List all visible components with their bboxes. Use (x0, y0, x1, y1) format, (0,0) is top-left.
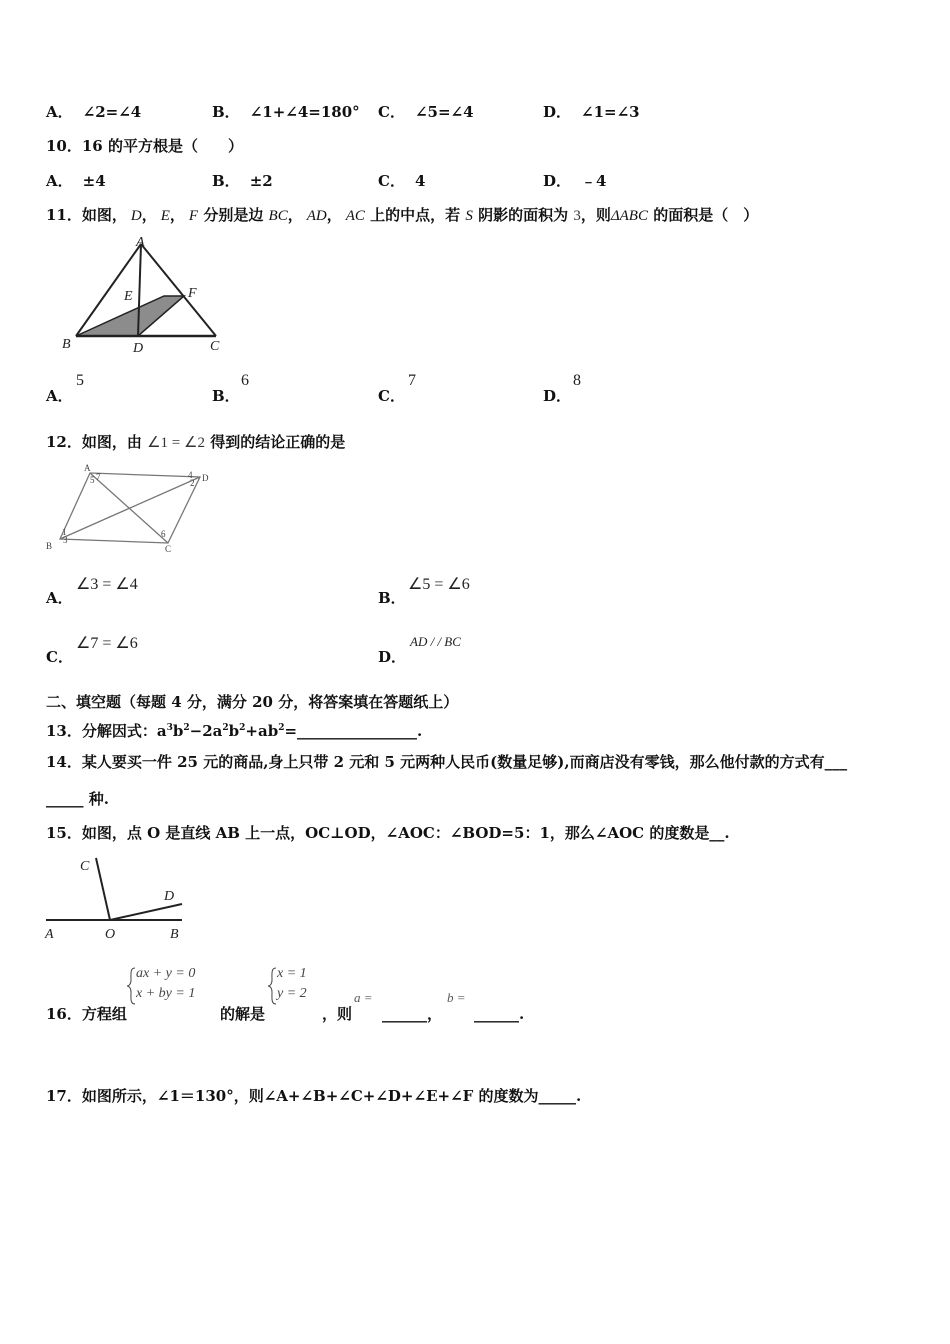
q12-option-b-letter: B． (378, 589, 406, 607)
q10-stem: 10．16 的平方根是（ ） (46, 137, 243, 155)
q14-stem-line2: _____ 种. (46, 790, 109, 808)
q12-label-2: 2 (190, 478, 195, 488)
q15-ray-od (110, 904, 182, 920)
q11-option-d-value: 8 (573, 372, 581, 389)
q12-diagonal-bd (60, 477, 200, 539)
q15-label-c: C (80, 859, 90, 874)
q12-option-c-letter: C． (46, 648, 73, 666)
q11-option-a-letter: A． (46, 387, 73, 405)
q17-stem: 17．如图所示，∠1＝130°，则∠A+∠B+∠C+∠D+∠E+∠F 的度数为_____. (46, 1087, 582, 1105)
q16-b-label: b = (447, 990, 466, 1005)
q12-label-7: 7 (96, 472, 101, 482)
q12-label-d: D (202, 473, 209, 483)
q12-label-1: 1 (62, 527, 67, 537)
q10-option-d: D． ﹣4 (543, 172, 607, 190)
q11-option-c-value: 7 (408, 372, 416, 389)
q11-label-e: E (124, 289, 133, 304)
q10-option-c: C． 4 (378, 172, 426, 190)
q9-option-d: D． ∠1=∠3 (543, 103, 640, 121)
q11-option-a-value: 5 (76, 372, 84, 389)
q12-stem: 12．如图，由 ∠1 = ∠2 得到的结论正确的是 (46, 433, 346, 451)
q9-option-c: C． ∠5=∠4 (378, 103, 474, 121)
q11-stem: 11．如图， D， E， F 分别是边 BC， AD， AC 上的中点，若 S 阴影的面积为 3，则ΔABC 的面积是（ ） (46, 206, 759, 224)
q15-label-b: B (170, 927, 179, 942)
q11-option-d-letter: D． (543, 387, 572, 405)
q11-label-b: B (62, 337, 71, 352)
q13-stem: 13．分解因式：$a^3b^2-2a^2b^2+ab^2=\_\_\_\_\_\_\_\_\_\_\_\_\_\_\_\_$. (46, 722, 423, 740)
q15-label-o: O (105, 927, 116, 942)
q12-option-a-value: ∠3 = ∠4 (76, 576, 138, 593)
q16-equation-1: ax + y = 0 (136, 966, 196, 981)
q12-label-3: 3 (63, 535, 68, 545)
q15-angle-figure (44, 852, 188, 942)
q16-equation-2: x + by = 1 (136, 986, 196, 1001)
q12-option-b-value: ∠5 = ∠6 (408, 576, 470, 593)
q12-option-d-letter: D． (378, 648, 407, 666)
q16-solution-2: y = 2 (277, 986, 307, 1001)
q11-option-c-letter: C． (378, 387, 405, 405)
q15-stem: 15．如图，点 O 是直线 AB 上一点，OC⊥OD，∠AOC：∠BOD=5：1，那么∠AOC 的度数是__. (46, 824, 730, 842)
q15-label-a: A (45, 927, 54, 942)
q12-label-5: 5 (90, 475, 95, 485)
q16-system-brace-icon (126, 966, 136, 1006)
q12-label-6: 6 (161, 529, 166, 539)
q11-option-b-value: 6 (241, 372, 249, 389)
q15-ray-oc (96, 858, 110, 920)
q11-label-c: C (210, 339, 220, 354)
q12-option-a-letter: A． (46, 589, 73, 607)
q16-solution-brace-icon (267, 966, 277, 1006)
q11-triangle-figure (56, 234, 236, 358)
q16-prefix: 16．方程组 (46, 1005, 127, 1023)
q16-solution-1: x = 1 (277, 966, 307, 981)
q10-option-a: A． ±4 (46, 172, 106, 190)
q11-label-f: F (188, 286, 197, 301)
q12-parallelogram-figure (44, 461, 214, 553)
q14-stem-line1: 14．某人要买一件 25 元的商品,身上只带 2 元和 5 元两种人民币(数量足够),而商店没有零钱，那么他付款的方式有___ (46, 753, 848, 771)
q11-label-d: D (133, 341, 144, 356)
q12-option-d-value: AD / / BC (410, 634, 461, 649)
q16-a-label: a = (354, 990, 373, 1005)
q11-option-b-letter: B． (212, 387, 240, 405)
q16-mid2: ，则 (322, 1005, 353, 1023)
q11-label-a: A (136, 235, 145, 250)
q9-option-a: A． ∠2=∠4 (46, 103, 142, 121)
q15-label-d: D (164, 889, 175, 904)
q9-option-b: B． ∠1+∠4=180° (212, 103, 360, 121)
q16-mid1: 的解是 (220, 1005, 266, 1023)
q12-label-4: 4 (188, 470, 193, 480)
q12-label-a: A (84, 463, 91, 473)
section-fill-in-title: 二、填空题（每题 4 分，满分 20 分，将答案填在答题纸上） (46, 693, 459, 711)
q12-label-c: C (165, 544, 172, 553)
q10-option-b: B． ±2 (212, 172, 273, 190)
q12-label-b: B (46, 541, 53, 551)
q16-blank-a[interactable]: ______， (382, 1005, 443, 1023)
q12-option-c-value: ∠7 = ∠6 (76, 635, 138, 652)
q16-blank-b[interactable]: ______. (474, 1005, 525, 1023)
